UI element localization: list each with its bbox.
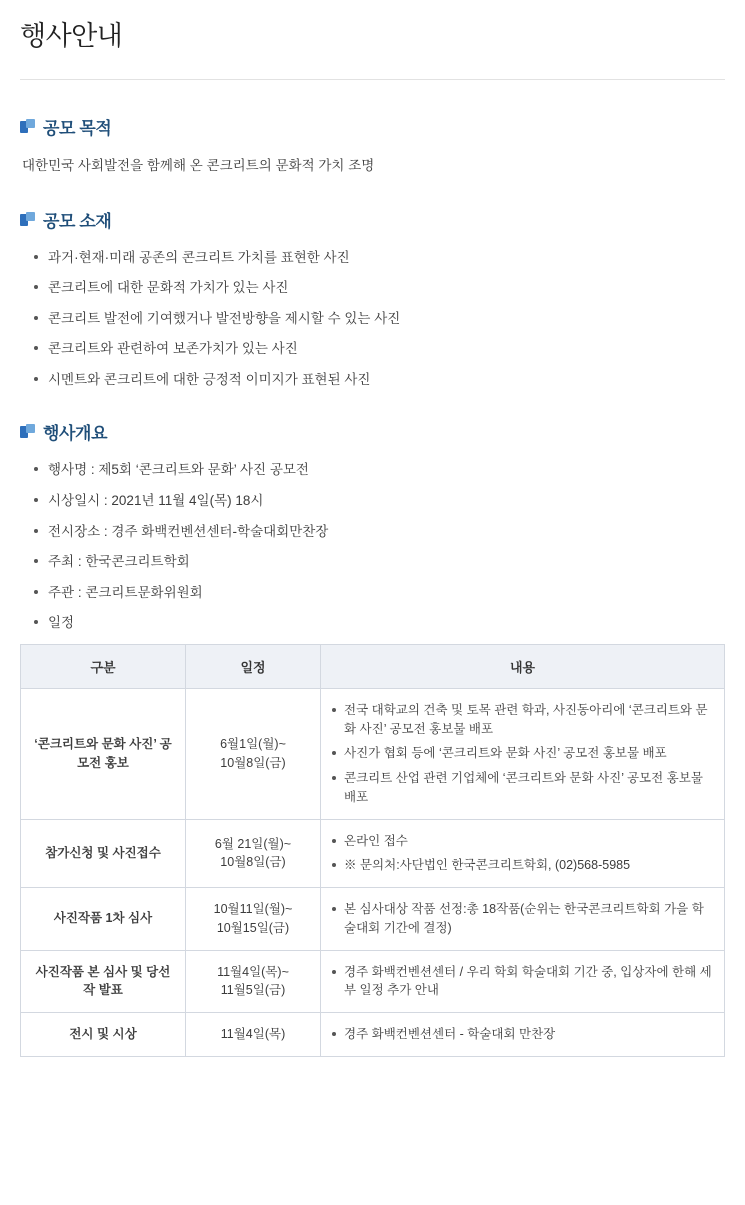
row-content: [321, 888, 725, 951]
section-header: [20, 114, 725, 139]
list-item: 시멘트와 콘크리트에 대한 긍정적 이미지가 표현된 사진: [34, 370, 725, 390]
row-content: [321, 819, 725, 888]
content-item: 사진가 협회 등에 ‘콘크리트와 문화 사진’ 공모전 홍보물 배포: [331, 744, 714, 763]
content-item: ※ 문의처:사단법인 한국콘크리트학회, (02)568-5985: [331, 856, 714, 875]
row-content: [321, 1013, 725, 1057]
list-item: 콘크리트 발전에 기여했거나 발전방향을 제시할 수 있는 사진: [34, 309, 725, 329]
row-label: ‘콘크리트와 문화 사진’ 공모전 홍보: [21, 688, 186, 819]
content-item: 경주 화백컨벤션센터 / 우리 학회 학술대회 기간 중, 입상자에 한해 세부 일정 추가 안내: [331, 963, 714, 1001]
section-title-subject: 공모 소재: [43, 211, 112, 231]
section-header: [20, 207, 725, 232]
table-row: [21, 950, 725, 1013]
row-date: [186, 1013, 321, 1057]
section-subject: [20, 207, 725, 390]
page-title: 행사안내: [20, 21, 123, 51]
row-content: [321, 688, 725, 819]
date-line: 6월 21일(월)~: [214, 836, 292, 851]
date-line: 11월5일(금): [220, 983, 286, 998]
content-item: 온라인 접수: [331, 832, 714, 851]
content-item: 전국 대학교의 건축 및 토목 관련 학과, 사진동아리에 ‘콘크리트와 문화 사진’ 공모전 홍보물 배포: [331, 701, 714, 739]
date-line: 10월15일(금): [216, 920, 290, 935]
section-title-purpose: 공모 목적: [43, 119, 112, 138]
list-item: 시상일시 : 2021년 11월 4일(목) 18시: [34, 491, 725, 511]
row-label: 사진작품 1차 심사: [21, 888, 186, 951]
content-item: 콘크리트 산업 관련 기업체에 ‘콘크리트와 문화 사진’ 공모전 홍보물 배포: [331, 769, 714, 807]
folder-square-icon: [20, 424, 35, 439]
table-row: [21, 819, 725, 888]
date-line: 11월4일(목)~: [217, 964, 289, 979]
title-divider: [20, 79, 725, 80]
table-row: [21, 888, 725, 951]
date-line: 6월1일(월)~: [220, 736, 286, 751]
row-date: [186, 688, 321, 819]
folder-square-icon: [20, 119, 35, 134]
date-line: 10월8일(금): [220, 755, 286, 770]
list-item: 행사명 : 제5회 ‘콘크리트와 문화’ 사진 공모전: [34, 460, 725, 480]
list-item: 콘크리트와 관련하여 보존가치가 있는 사진: [34, 339, 725, 359]
section-header: [20, 419, 725, 444]
list-item: 일정: [34, 613, 725, 633]
section-overview: [20, 419, 725, 1056]
date-line: 10월11일(월)~: [213, 902, 293, 917]
column-header-category: 구분: [21, 644, 186, 688]
row-label: 참가신청 및 사진접수: [21, 819, 186, 888]
row-date: [186, 950, 321, 1013]
table-row: [21, 1013, 725, 1057]
date-line: 10월8일(금): [220, 855, 286, 870]
document-page: [0, 14, 745, 1057]
column-header-content: 내용: [321, 644, 725, 688]
table-row: [21, 688, 725, 819]
content-item: 경주 화백컨벤션센터 - 학술대회 만찬장: [331, 1025, 714, 1044]
row-label: 전시 및 시상: [21, 1013, 186, 1057]
list-item: 전시장소 : 경주 화백컨벤션센터-학술대회만찬장: [34, 522, 725, 542]
row-date: [186, 888, 321, 951]
row-content: [321, 950, 725, 1013]
section-title-overview: 행사개요: [43, 424, 108, 444]
purpose-text: 대한민국 사회발전을 함께해 온 콘크리트의 문화적 가치 조명: [22, 158, 375, 173]
overview-list: [20, 460, 725, 632]
list-item: 주최 : 한국콘크리트학회: [34, 552, 725, 572]
table-header-row: [21, 644, 725, 688]
list-item: 콘크리트에 대한 문화적 가치가 있는 사진: [34, 278, 725, 298]
schedule-table: [20, 644, 725, 1057]
content-item: 본 심사대상 작품 선정:총 18작품(순위는 한국콘크리트학회 가을 학술대회 기간에 결정): [331, 900, 714, 938]
date-line: 11월4일(목): [220, 1027, 286, 1042]
folder-square-icon: [20, 212, 35, 227]
section-purpose: [20, 114, 725, 177]
row-date: [186, 819, 321, 888]
row-label: 사진작품 본 심사 및 당선작 발표: [21, 950, 186, 1013]
list-item: 과거·현재·미래 공존의 콘크리트 가치를 표현한 사진: [34, 248, 725, 268]
column-header-date: 일정: [186, 644, 321, 688]
list-item: 주관 : 콘크리트문화위원회: [34, 583, 725, 603]
subject-list: [20, 248, 725, 390]
